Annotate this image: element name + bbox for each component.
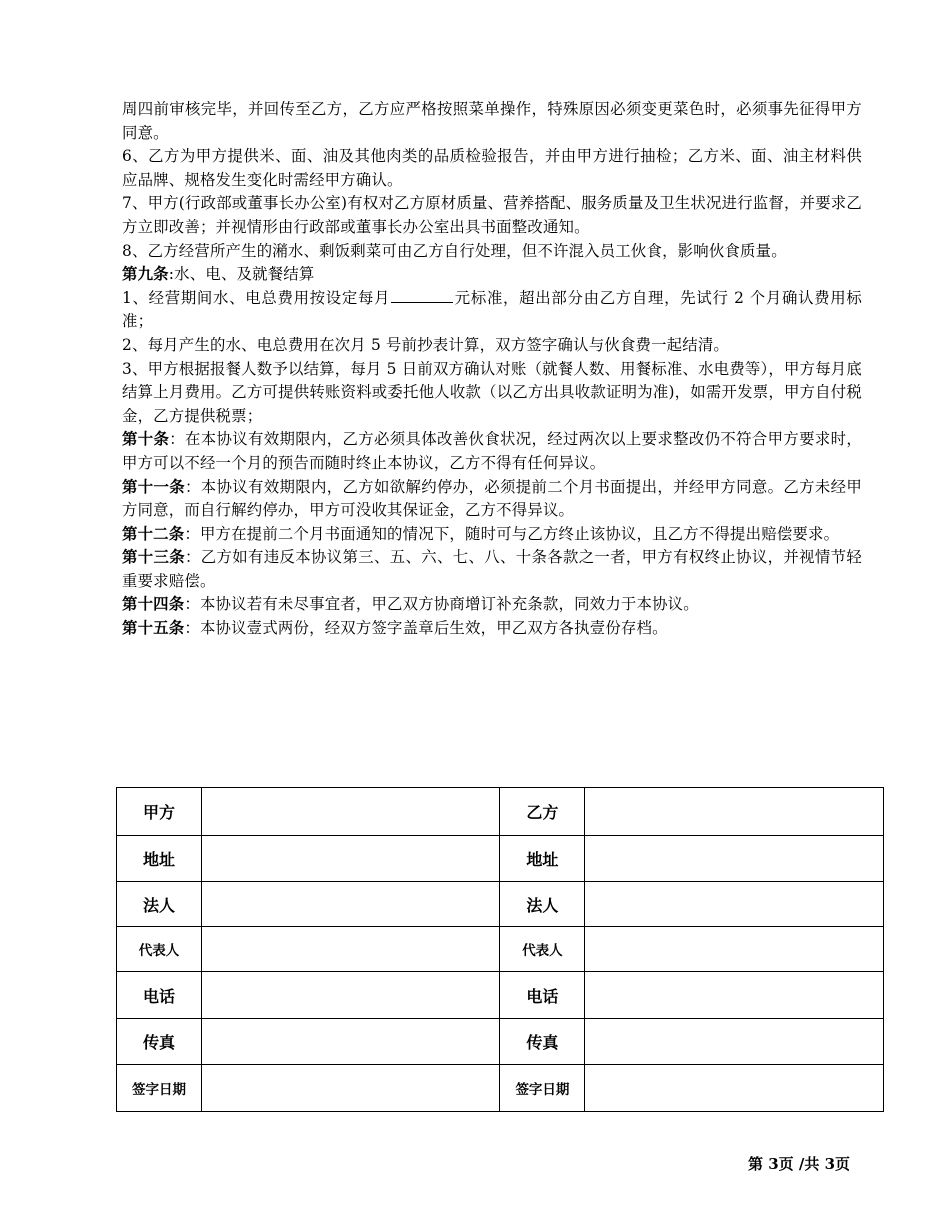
representative-a-label: 代表人 bbox=[117, 927, 202, 972]
article-13 bbox=[122, 546, 862, 593]
article-9-text: :水、电、及就餐结算 bbox=[168, 265, 315, 284]
representative-b-field[interactable] bbox=[585, 927, 884, 972]
table-row bbox=[117, 1065, 884, 1112]
article-14-title: 第十四条 bbox=[122, 595, 185, 614]
article-9-item-2: 2、每月产生的水、电总费用在次月 5 号前抄表计算，双方签字确认与伙食费一起结清。 bbox=[122, 335, 730, 354]
article-10-text: ：在本协议有效期限内，乙方必须具体改善伙食状况，经过两次以上要求整改仍不符合甲方要求时，甲方可以不经一个月的预告而随时终止本协议，乙方不得有任何异议。 bbox=[122, 430, 862, 472]
article-9-item-1 bbox=[122, 287, 862, 334]
address-b-label: 地址 bbox=[500, 836, 585, 882]
article-11 bbox=[122, 476, 862, 523]
fax-a-label: 传真 bbox=[117, 1019, 202, 1065]
address-b-field[interactable] bbox=[585, 836, 884, 882]
article-13-text: ：乙方如有违反本协议第三、五、六、七、八、十条各款之一者，甲方有权终止协议，并视情节轻重要求赔偿。 bbox=[122, 548, 862, 590]
phone-b-field[interactable] bbox=[585, 972, 884, 1019]
sign-date-b-label: 签字日期 bbox=[500, 1065, 585, 1112]
article-15-title: 第十五条 bbox=[122, 619, 185, 638]
table-row bbox=[117, 882, 884, 927]
article-9-item-1-b: 元标准，超出部分由乙方自理，先试行 2 个月确认费用标准； bbox=[122, 288, 862, 331]
article-9-heading bbox=[122, 263, 862, 287]
phone-a-label: 电话 bbox=[117, 972, 202, 1019]
article-12-text: ：甲方在提前二个月书面通知的情况下，随时可与乙方终止该协议，且乙方不得提出赔偿要求。 bbox=[184, 524, 840, 543]
article-15 bbox=[122, 617, 862, 641]
table-row bbox=[117, 788, 884, 836]
fax-a-field[interactable] bbox=[201, 1019, 500, 1065]
amount-blank bbox=[391, 288, 453, 303]
table-row bbox=[117, 927, 884, 972]
party-a-label: 甲方 bbox=[117, 788, 202, 836]
clause-item-8: 8、乙方经营所产生的潲水、剩饭剩菜可由乙方自行处理，但不许混入员工伙食，影响伙食质量。 bbox=[122, 241, 787, 260]
page-number: 第 3页 /共 3页 bbox=[748, 1155, 851, 1173]
party-b-label: 乙方 bbox=[500, 788, 585, 836]
article-11-text: ：本协议有效期限内，乙方如欲解约停办，必须提前二个月书面提出，并经甲方同意。乙方未经甲方同意，而自行解约停办，甲方可没收其保证金，乙方不得异议。 bbox=[122, 477, 862, 520]
sign-date-a-field[interactable] bbox=[201, 1065, 500, 1112]
representative-b-label: 代表人 bbox=[500, 927, 585, 972]
article-11-title: 第十一条 bbox=[122, 477, 185, 496]
article-12-title: 第十二条 bbox=[122, 524, 185, 543]
party-b-field[interactable] bbox=[585, 788, 884, 836]
article-14-text: ：本协议若有未尽事宜者，甲乙双方协商增订补充条款，同效力于本协议。 bbox=[184, 595, 699, 614]
clause-item-6: 6、乙方为甲方提供米、面、油及其他肉类的品质检验报告，并由甲方进行抽检；乙方米、面、油主材料供应品牌、规格发生变化时需经甲方确认。 bbox=[122, 147, 862, 189]
article-9-item-1-a: 1、经营期间水、电总费用按设定每月 bbox=[122, 288, 391, 307]
article-10 bbox=[122, 428, 862, 475]
legal-person-a-field[interactable] bbox=[201, 882, 500, 927]
table-row bbox=[117, 1019, 884, 1065]
phone-b-label: 电话 bbox=[500, 972, 585, 1019]
article-14 bbox=[122, 593, 862, 617]
clause-item-7: 7、甲方(行政部或董事长办公室)有权对乙方原材质量、营养搭配、服务质量及卫生状况进行监督，并要求乙方立即改善；并视情形由行政部或董事长办公室出具书面整改通知。 bbox=[122, 194, 862, 236]
table-row bbox=[117, 836, 884, 882]
article-12 bbox=[122, 523, 862, 547]
fax-b-label: 传真 bbox=[500, 1019, 585, 1065]
article-9-title: 第九条 bbox=[122, 265, 169, 284]
sign-date-a-label: 签字日期 bbox=[117, 1065, 202, 1112]
legal-person-b-label: 法人 bbox=[500, 882, 585, 927]
party-a-field[interactable] bbox=[201, 788, 500, 836]
table-row bbox=[117, 972, 884, 1019]
article-9-item-3: 3、甲方根据报餐人数予以结算，每月 5 日前双方确认对账（就餐人数、用餐标准、水电费等），甲方每月底结算上月费用。乙方可提供转账资料或委托他人收款（以乙方出具收款证明为准)，如需开发票，甲方自付税金，乙方提供税票； bbox=[122, 359, 862, 425]
address-a-label: 地址 bbox=[117, 836, 202, 882]
paragraph-menu-approval: 周四前审核完毕，并回传至乙方，乙方应严格按照菜单操作，特殊原因必须变更菜色时，必须事先征得甲方同意。 bbox=[122, 100, 862, 142]
article-15-text: ：本协议壹式两份，经双方签字盖章后生效，甲乙双方各执壹份存档。 bbox=[184, 619, 668, 638]
representative-a-field[interactable] bbox=[201, 927, 500, 972]
sign-date-b-field[interactable] bbox=[585, 1065, 884, 1112]
signature-table bbox=[116, 787, 884, 1112]
contract-body bbox=[122, 98, 862, 641]
address-a-field[interactable] bbox=[201, 836, 500, 882]
fax-b-field[interactable] bbox=[585, 1019, 884, 1065]
article-10-title: 第十条 bbox=[122, 430, 170, 449]
phone-a-field[interactable] bbox=[201, 972, 500, 1019]
legal-person-a-label: 法人 bbox=[117, 882, 202, 927]
legal-person-b-field[interactable] bbox=[585, 882, 884, 927]
article-13-title: 第十三条 bbox=[122, 548, 185, 567]
